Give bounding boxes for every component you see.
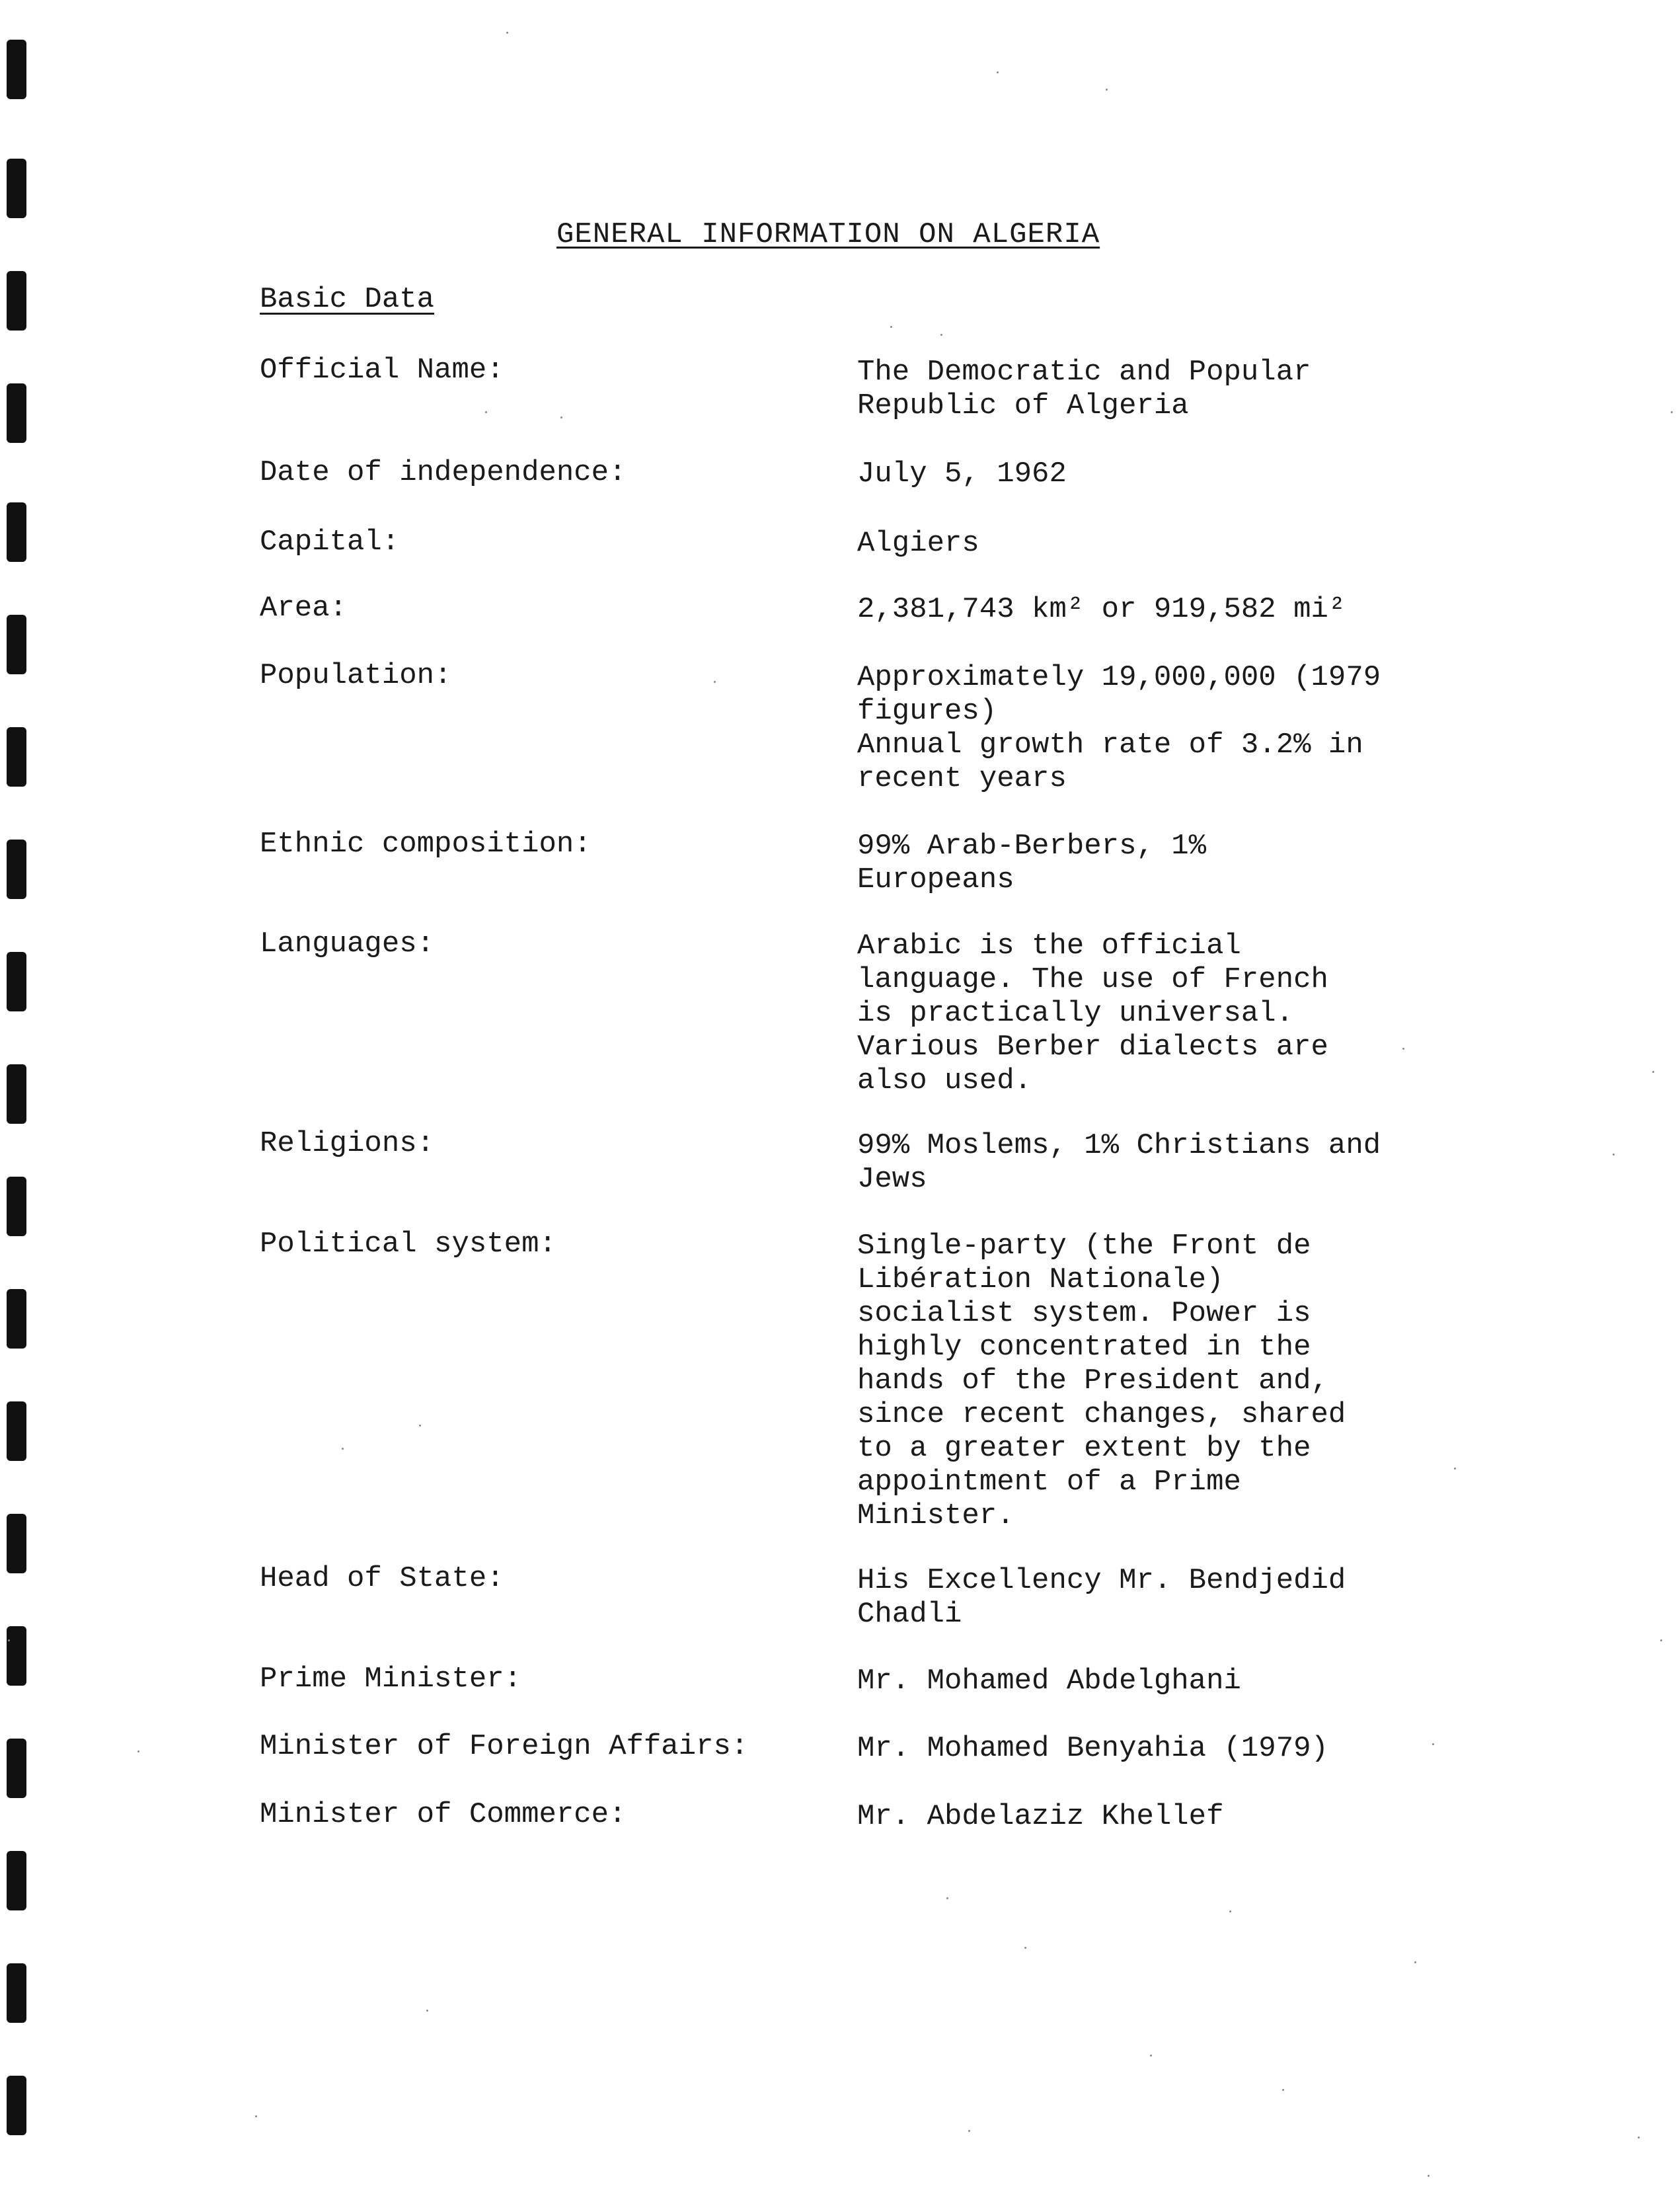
scan-speck: [1613, 1154, 1615, 1156]
row-label-minister-of-commerce: Minister of Commerce:: [260, 1798, 627, 1831]
binding-hole: [7, 1514, 26, 1573]
binding-hole: [7, 40, 26, 99]
scan-speck: [946, 1897, 948, 1899]
row-value-prime-minister: Mr. Mohamed Abdelghani: [857, 1665, 1241, 1698]
row-value-political-system: Single-party (the Front de Libération Nationale) socialist system. Power is highly concentrated in the hands of the President and, since recent changes, shared to a greater extent by the appointment of a Prime Minister.: [857, 1230, 1346, 1532]
row-value-minister-of-commerce: Mr. Abdelaziz Khellef: [857, 1800, 1224, 1833]
scan-speck: [485, 411, 487, 413]
row-label-date-of-independence: Date of independence:: [260, 456, 627, 489]
scan-speck: [1282, 2089, 1284, 2091]
row-label-languages: Languages:: [260, 927, 435, 961]
scan-speck: [1024, 1947, 1026, 1949]
scan-speck: [714, 681, 716, 683]
scan-speck: [506, 32, 508, 34]
scan-speck: [1414, 1961, 1416, 1963]
binding-hole: [7, 2076, 26, 2135]
row-value-official-name: The Democratic and Popular Republic of Algeria: [857, 356, 1311, 422]
binding-hole: [7, 1064, 26, 1124]
scan-speck: [1150, 2055, 1152, 2057]
scan-speck: [1671, 411, 1673, 413]
scan-speck: [426, 2010, 428, 2012]
binding-hole: [7, 1401, 26, 1461]
scan-speck: [1638, 2137, 1640, 2139]
binding-hole: [7, 159, 26, 218]
binding-hole: [7, 952, 26, 1011]
row-label-religions: Religions:: [260, 1127, 435, 1160]
row-value-area: 2,381,743 km² or 919,582 mi²: [857, 593, 1346, 626]
row-value-date-of-independence: July 5, 1962: [857, 457, 1067, 491]
binding-hole: [7, 840, 26, 899]
binding-hole: [7, 1289, 26, 1349]
binding-hole: [7, 383, 26, 443]
scan-speck: [940, 334, 942, 336]
scan-speck: [1660, 1639, 1662, 1641]
row-label-ethnic-composition: Ethnic composition:: [260, 828, 592, 861]
scan-speck: [8, 1639, 10, 1641]
binding-holes: [0, 0, 40, 2198]
scan-speck: [342, 1448, 344, 1450]
row-label-political-system: Political system:: [260, 1228, 556, 1261]
section-heading: Basic Data: [260, 283, 435, 316]
binding-hole: [7, 1626, 26, 1686]
scan-speck: [1106, 89, 1108, 91]
scan-speck: [255, 2115, 257, 2117]
binding-hole: [7, 727, 26, 787]
scan-speck: [560, 416, 562, 418]
row-label-capital: Capital:: [260, 526, 400, 559]
row-label-prime-minister: Prime Minister:: [260, 1663, 522, 1696]
binding-hole: [7, 615, 26, 674]
scan-speck: [1652, 1071, 1654, 1073]
scan-speck: [137, 1750, 139, 1752]
row-value-capital: Algiers: [857, 527, 979, 560]
page-title: GENERAL INFORMATION ON ALGERIA: [556, 218, 1100, 251]
row-label-area: Area:: [260, 592, 348, 625]
binding-hole: [7, 1851, 26, 1910]
row-value-head-of-state: His Excellency Mr. Bendjedid Chadli: [857, 1564, 1346, 1631]
scan-speck: [997, 71, 999, 73]
binding-hole: [7, 1739, 26, 1798]
row-value-languages: Arabic is the official language. The use of French is practically universal. Various Berber dialects are also used.: [857, 929, 1328, 1097]
scan-speck: [1229, 1910, 1231, 1912]
scan-speck: [1428, 2175, 1430, 2177]
scan-speck: [419, 1425, 421, 1427]
binding-hole: [7, 271, 26, 331]
row-value-religions: 99% Moslems, 1% Christians and Jews: [857, 1129, 1381, 1196]
row-value-population: Approximately 19,000,000 (1979 figures) Annual growth rate of 3.2% in recent years: [857, 661, 1381, 795]
binding-hole: [7, 502, 26, 562]
row-label-population: Population:: [260, 659, 452, 692]
scan-speck: [890, 326, 892, 328]
row-label-official-name: Official Name:: [260, 354, 504, 387]
row-label-head-of-state: Head of State:: [260, 1562, 504, 1595]
row-value-ethnic-composition: 99% Arab-Berbers, 1% Europeans: [857, 830, 1207, 896]
row-value-minister-of-foreign-affairs: Mr. Mohamed Benyahia (1979): [857, 1732, 1328, 1765]
row-label-minister-of-foreign-affairs: Minister of Foreign Affairs:: [260, 1730, 749, 1763]
binding-hole: [7, 1963, 26, 2023]
binding-hole: [7, 1177, 26, 1236]
scan-speck: [968, 2130, 970, 2132]
